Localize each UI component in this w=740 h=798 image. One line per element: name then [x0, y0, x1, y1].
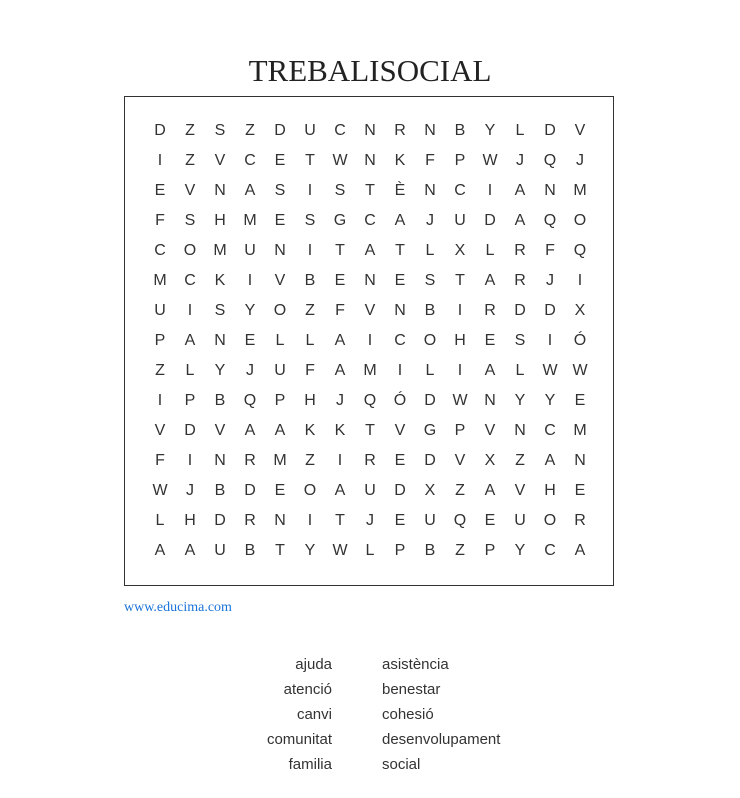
grid-letter[interactable]: N: [274, 242, 286, 259]
grid-letter[interactable]: V: [274, 272, 286, 289]
grid-letter[interactable]: F: [155, 452, 165, 469]
grid-letter[interactable]: I: [307, 512, 313, 529]
grid-letter[interactable]: J: [426, 212, 434, 229]
grid-letter[interactable]: V: [514, 482, 526, 499]
grid-letter[interactable]: E: [334, 272, 346, 289]
grid-letter[interactable]: Z: [455, 542, 465, 559]
grid-letter[interactable]: U: [364, 482, 376, 499]
grid-letter[interactable]: H: [304, 392, 316, 409]
grid-letter[interactable]: Z: [155, 362, 165, 379]
grid-letter[interactable]: V: [484, 422, 496, 439]
grid-letter[interactable]: U: [214, 542, 226, 559]
grid-letter[interactable]: A: [484, 272, 496, 289]
word-item: atenció: [283, 681, 332, 698]
grid-letter[interactable]: N: [214, 332, 226, 349]
grid-letter[interactable]: H: [214, 212, 226, 229]
grid-letter[interactable]: Q: [543, 212, 557, 229]
grid-letter[interactable]: F: [545, 242, 555, 259]
grid-letter[interactable]: Y: [214, 362, 226, 379]
grid-letter[interactable]: D: [544, 122, 556, 139]
grid-letter[interactable]: T: [365, 422, 375, 439]
grid-letter[interactable]: A: [334, 362, 346, 379]
grid-letter[interactable]: L: [275, 332, 285, 349]
grid-letter[interactable]: Q: [363, 392, 377, 409]
grid-letter[interactable]: A: [334, 332, 346, 349]
grid-letter[interactable]: E: [154, 182, 166, 199]
grid-letter[interactable]: C: [454, 182, 466, 199]
grid-letter[interactable]: U: [424, 512, 436, 529]
grid-letter[interactable]: W: [482, 152, 498, 169]
grid-letter[interactable]: N: [424, 182, 436, 199]
grid-letter[interactable]: A: [184, 542, 196, 559]
grid-letter[interactable]: N: [214, 452, 226, 469]
grid-letter[interactable]: W: [152, 482, 168, 499]
grid-letter[interactable]: D: [154, 122, 166, 139]
grid-letter[interactable]: X: [454, 242, 466, 259]
grid-letter[interactable]: P: [154, 332, 166, 349]
grid-letter[interactable]: H: [544, 482, 556, 499]
grid-letter[interactable]: X: [484, 452, 496, 469]
grid-letter[interactable]: M: [273, 452, 287, 469]
grid-letter[interactable]: Ó: [393, 392, 407, 409]
grid-letter[interactable]: D: [184, 422, 196, 439]
grid-letter[interactable]: B: [424, 302, 436, 319]
grid-letter[interactable]: T: [305, 152, 315, 169]
grid-letter[interactable]: H: [184, 512, 196, 529]
grid-letter[interactable]: A: [184, 332, 196, 349]
grid-letter[interactable]: J: [336, 392, 344, 409]
grid-letter[interactable]: C: [334, 122, 346, 139]
grid-letter[interactable]: J: [576, 152, 584, 169]
grid-letter[interactable]: R: [484, 302, 496, 319]
grid-letter[interactable]: I: [367, 332, 373, 349]
grid-letter[interactable]: P: [484, 542, 496, 559]
grid-letter[interactable]: N: [364, 122, 376, 139]
grid-letter[interactable]: R: [244, 452, 256, 469]
grid-letter[interactable]: D: [544, 302, 556, 319]
grid-letter[interactable]: K: [214, 272, 226, 289]
grid-letter[interactable]: Q: [453, 512, 467, 529]
grid-letter[interactable]: J: [516, 152, 524, 169]
word-search-grid: [145, 116, 595, 566]
grid-letter[interactable]: A: [244, 422, 256, 439]
grid-letter[interactable]: E: [394, 512, 406, 529]
grid-letter[interactable]: Z: [185, 152, 195, 169]
grid-letter[interactable]: C: [184, 272, 196, 289]
grid-letter[interactable]: F: [335, 302, 345, 319]
grid-letter[interactable]: W: [542, 362, 558, 379]
grid-letter[interactable]: W: [572, 362, 588, 379]
grid-letter[interactable]: T: [395, 242, 405, 259]
grid-letter[interactable]: N: [274, 512, 286, 529]
grid-letter[interactable]: Y: [484, 122, 496, 139]
grid-letter[interactable]: A: [334, 482, 346, 499]
grid-letter[interactable]: P: [454, 422, 466, 439]
grid-letter[interactable]: L: [515, 362, 525, 379]
grid-letter[interactable]: G: [423, 422, 437, 439]
grid-letter[interactable]: Q: [543, 152, 557, 169]
grid-letter[interactable]: U: [304, 122, 316, 139]
grid-letter[interactable]: K: [394, 152, 406, 169]
grid-letter[interactable]: D: [244, 482, 256, 499]
grid-letter[interactable]: I: [157, 152, 163, 169]
grid-letter[interactable]: E: [274, 482, 286, 499]
grid-letter[interactable]: Z: [305, 302, 315, 319]
grid-letter[interactable]: Z: [515, 452, 525, 469]
grid-letter[interactable]: S: [424, 272, 436, 289]
grid-letter[interactable]: L: [305, 332, 315, 349]
grid-letter[interactable]: D: [424, 452, 436, 469]
grid-letter[interactable]: T: [455, 272, 465, 289]
grid-letter[interactable]: J: [366, 512, 374, 529]
grid-letter[interactable]: J: [546, 272, 554, 289]
grid-letter[interactable]: F: [425, 152, 435, 169]
grid-letter[interactable]: D: [274, 122, 286, 139]
grid-letter[interactable]: Q: [243, 392, 257, 409]
word-item: asistència: [382, 656, 449, 673]
grid-letter[interactable]: M: [573, 182, 587, 199]
grid-letter[interactable]: E: [484, 332, 496, 349]
word-item: ajuda: [295, 656, 332, 673]
grid-letter[interactable]: R: [574, 512, 586, 529]
grid-letter[interactable]: N: [364, 152, 376, 169]
grid-letter[interactable]: P: [454, 152, 466, 169]
grid-letter[interactable]: V: [574, 122, 586, 139]
grid-letter[interactable]: N: [484, 392, 496, 409]
grid-letter[interactable]: B: [424, 542, 436, 559]
grid-letter[interactable]: V: [214, 152, 226, 169]
grid-letter[interactable]: I: [547, 332, 553, 349]
grid-letter[interactable]: A: [394, 212, 406, 229]
word-search-grid-frame: [124, 96, 614, 586]
grid-letter[interactable]: L: [155, 512, 165, 529]
grid-letter[interactable]: N: [214, 182, 226, 199]
puzzle-title: TREBALISOCIAL: [248, 53, 492, 88]
grid-letter[interactable]: A: [544, 452, 556, 469]
grid-letter[interactable]: T: [365, 182, 375, 199]
word-item: familia: [288, 756, 332, 773]
grid-letter[interactable]: R: [514, 272, 526, 289]
grid-letter[interactable]: Z: [455, 482, 465, 499]
grid-letter[interactable]: I: [187, 452, 193, 469]
grid-letter[interactable]: S: [214, 122, 226, 139]
grid-letter[interactable]: X: [424, 482, 436, 499]
grid-letter[interactable]: B: [244, 542, 256, 559]
grid-letter[interactable]: T: [335, 242, 345, 259]
grid-letter[interactable]: E: [274, 212, 286, 229]
grid-letter[interactable]: A: [484, 482, 496, 499]
grid-letter[interactable]: È: [394, 182, 406, 199]
grid-letter[interactable]: T: [335, 512, 345, 529]
word-item: canvi: [296, 706, 332, 723]
grid-letter[interactable]: L: [485, 242, 495, 259]
grid-letter[interactable]: E: [274, 152, 286, 169]
grid-letter[interactable]: U: [274, 362, 286, 379]
grid-letter[interactable]: C: [364, 212, 376, 229]
grid-letter[interactable]: C: [394, 332, 406, 349]
grid-letter[interactable]: A: [244, 182, 256, 199]
grid-letter[interactable]: O: [303, 482, 317, 499]
grid-letter[interactable]: I: [487, 182, 493, 199]
grid-letter[interactable]: I: [247, 272, 253, 289]
grid-letter[interactable]: S: [304, 212, 316, 229]
grid-letter[interactable]: Y: [544, 392, 556, 409]
grid-letter[interactable]: J: [186, 482, 194, 499]
grid-letter[interactable]: I: [307, 182, 313, 199]
grid-letter[interactable]: P: [184, 392, 196, 409]
word-item: benestar: [382, 681, 441, 698]
grid-letter[interactable]: Ó: [573, 332, 587, 349]
grid-letter[interactable]: D: [214, 512, 226, 529]
grid-letter[interactable]: N: [394, 302, 406, 319]
grid-letter[interactable]: U: [514, 512, 526, 529]
grid-letter[interactable]: I: [397, 362, 403, 379]
grid-letter[interactable]: S: [214, 302, 226, 319]
grid-letter[interactable]: O: [423, 332, 437, 349]
grid-letter[interactable]: L: [425, 242, 435, 259]
grid-letter[interactable]: L: [425, 362, 435, 379]
grid-letter[interactable]: S: [514, 332, 526, 349]
grid-letter[interactable]: I: [187, 302, 193, 319]
grid-letter[interactable]: U: [154, 302, 166, 319]
grid-letter[interactable]: I: [157, 392, 163, 409]
word-item: cohesió: [382, 706, 434, 723]
grid-letter[interactable]: O: [573, 212, 587, 229]
grid-letter[interactable]: U: [454, 212, 466, 229]
grid-letter[interactable]: V: [154, 422, 166, 439]
word-row: [0, 727, 740, 752]
grid-letter[interactable]: P: [394, 542, 406, 559]
grid-letter[interactable]: L: [185, 362, 195, 379]
grid-letter[interactable]: Y: [304, 542, 316, 559]
grid-letter[interactable]: Q: [573, 242, 587, 259]
grid-letter[interactable]: W: [332, 152, 348, 169]
grid-letter[interactable]: Z: [245, 122, 255, 139]
grid-letter[interactable]: B: [304, 272, 316, 289]
grid-letter[interactable]: Z: [185, 122, 195, 139]
grid-letter[interactable]: E: [394, 452, 406, 469]
grid-letter[interactable]: M: [573, 422, 587, 439]
grid-letter[interactable]: U: [244, 242, 256, 259]
word-item: social: [382, 756, 421, 773]
grid-letter[interactable]: M: [153, 272, 167, 289]
grid-letter[interactable]: A: [274, 422, 286, 439]
grid-letter[interactable]: A: [514, 182, 526, 199]
grid-letter[interactable]: J: [246, 362, 254, 379]
grid-letter[interactable]: D: [484, 212, 496, 229]
grid-letter[interactable]: H: [454, 332, 466, 349]
grid-letter[interactable]: E: [574, 392, 586, 409]
grid-letter[interactable]: V: [454, 452, 466, 469]
grid-letter[interactable]: N: [544, 182, 556, 199]
grid-letter[interactable]: V: [184, 182, 196, 199]
grid-letter[interactable]: Z: [305, 452, 315, 469]
grid-letter[interactable]: E: [484, 512, 496, 529]
grid-letter[interactable]: N: [514, 422, 526, 439]
grid-letter[interactable]: O: [273, 302, 287, 319]
grid-letter[interactable]: A: [154, 542, 166, 559]
grid-letter[interactable]: D: [394, 482, 406, 499]
grid-letter[interactable]: V: [214, 422, 226, 439]
grid-letter[interactable]: N: [424, 122, 436, 139]
word-list: [0, 652, 740, 777]
grid-letter[interactable]: K: [334, 422, 346, 439]
grid-letter[interactable]: O: [183, 242, 197, 259]
grid-letter[interactable]: R: [514, 242, 526, 259]
grid-letter[interactable]: I: [307, 242, 313, 259]
grid-letter[interactable]: M: [243, 212, 257, 229]
grid-letter[interactable]: O: [543, 512, 557, 529]
word-row: [0, 702, 740, 727]
grid-letter[interactable]: L: [365, 542, 375, 559]
grid-letter[interactable]: S: [274, 182, 286, 199]
grid-letter[interactable]: R: [364, 452, 376, 469]
grid-letter[interactable]: I: [337, 452, 343, 469]
grid-letter[interactable]: K: [304, 422, 316, 439]
grid-letter[interactable]: N: [364, 272, 376, 289]
grid-letter[interactable]: B: [214, 482, 226, 499]
grid-letter[interactable]: F: [305, 362, 315, 379]
grid-letter[interactable]: R: [244, 512, 256, 529]
grid-letter[interactable]: A: [484, 362, 496, 379]
grid-letter[interactable]: E: [574, 482, 586, 499]
grid-letter[interactable]: B: [214, 392, 226, 409]
grid-letter[interactable]: A: [364, 242, 376, 259]
grid-letter[interactable]: M: [213, 242, 227, 259]
grid-letter[interactable]: T: [275, 542, 285, 559]
grid-letter[interactable]: I: [457, 362, 463, 379]
grid-letter[interactable]: D: [514, 302, 526, 319]
grid-letter[interactable]: V: [364, 302, 376, 319]
grid-letter[interactable]: W: [332, 542, 348, 559]
grid-letter[interactable]: L: [515, 122, 525, 139]
grid-letter[interactable]: N: [574, 452, 586, 469]
grid-letter[interactable]: I: [577, 272, 583, 289]
website-link[interactable]: www.educima.com: [124, 600, 232, 615]
grid-letter[interactable]: R: [394, 122, 406, 139]
grid-letter[interactable]: X: [574, 302, 586, 319]
grid-letter[interactable]: M: [363, 362, 377, 379]
grid-letter[interactable]: Y: [514, 542, 526, 559]
grid-letter[interactable]: Y: [514, 392, 526, 409]
word-row: [0, 677, 740, 702]
grid-letter[interactable]: Y: [244, 302, 256, 319]
grid-letter[interactable]: I: [457, 302, 463, 319]
word-row: [0, 652, 740, 677]
grid-letter[interactable]: A: [514, 212, 526, 229]
grid-letter[interactable]: P: [274, 392, 286, 409]
grid-letter[interactable]: C: [544, 542, 556, 559]
grid-letter[interactable]: B: [454, 122, 466, 139]
word-item: desenvolupament: [382, 731, 501, 748]
word-row: [0, 752, 740, 777]
grid-letter[interactable]: D: [424, 392, 436, 409]
grid-letter[interactable]: E: [244, 332, 256, 349]
grid-letter[interactable]: C: [154, 242, 166, 259]
grid-letter[interactable]: C: [244, 152, 256, 169]
grid-letter[interactable]: W: [452, 392, 468, 409]
grid-letter[interactable]: A: [574, 542, 586, 559]
grid-letter[interactable]: V: [394, 422, 406, 439]
grid-letter[interactable]: S: [184, 212, 196, 229]
word-item: comunitat: [266, 731, 332, 748]
grid-letter[interactable]: E: [394, 272, 406, 289]
grid-letter[interactable]: S: [334, 182, 346, 199]
grid-letter[interactable]: F: [155, 212, 165, 229]
grid-letter[interactable]: G: [333, 212, 347, 229]
grid-letter[interactable]: C: [544, 422, 556, 439]
